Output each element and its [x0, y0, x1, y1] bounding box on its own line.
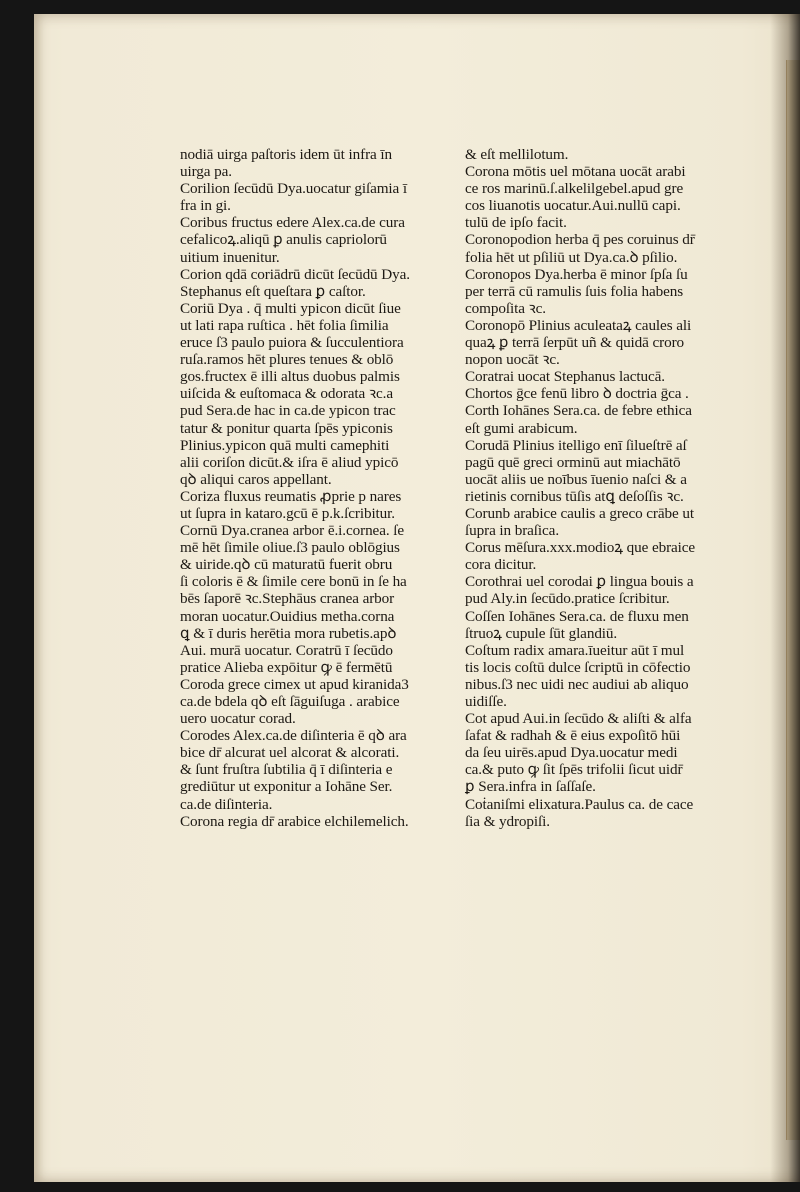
entry — [465, 402, 755, 436]
text-line: bice dr̄ alcurat uel alcorat & alcorati. — [180, 744, 400, 762]
text-line: rietinis cornibus tūſis atꝗ deſoſſis ꝛc. — [465, 487, 684, 505]
text-line: Corus mēſura.xxx.modioꝝ que ebraice — [465, 539, 696, 557]
entry — [465, 368, 755, 385]
entry — [465, 317, 755, 368]
text-line: qꝺ aliqui caros appellant. — [180, 470, 332, 488]
text-line: cos liuanotis uocatur.Aui.nullū capi. — [465, 197, 681, 215]
text-line: Corona regia dr̄ arabice elchilemelich. — [180, 812, 409, 830]
text-line: da ſeu uirēs.apud Dya.uocatur medi — [465, 744, 678, 762]
text-line: tatur & ponitur quarta ſpēs ypiconis — [180, 419, 393, 437]
entry — [180, 522, 460, 676]
text-line: cefalicoꝝ.aliqū ꝑ anulis capriolorū — [180, 231, 387, 249]
text-line: Coronopō Plinius aculeataꝝ caules ali — [465, 316, 692, 334]
entry — [465, 163, 755, 231]
text-line: pud Sera.de hac in ca.de ypicon trac — [180, 402, 396, 420]
text-line: tulū de ipſo facit. — [465, 214, 567, 232]
text-line: Plinius.ypicon quā multi camephiti — [180, 436, 390, 454]
text-line: uidiſſe. — [465, 693, 507, 710]
text-line: ſafat & radhah & ē eius expoſitō hūi — [465, 727, 681, 745]
text-line: Coriza fluxus reumatis ꝓprie p nares — [180, 487, 402, 505]
spine-shadow — [770, 14, 800, 1182]
text-line: alii coriſon dicūt.& iſra ē aliud ypicō — [180, 453, 399, 471]
text-line: uiſcida & euſtomaca & odorata ꝛc.a — [180, 385, 393, 403]
text-line: ſupra in braſica. — [465, 522, 560, 540]
entry — [465, 505, 755, 539]
text-line: nopon uocāt ꝛc. — [465, 351, 560, 369]
text-line: uero uocatur corad. — [180, 710, 296, 728]
entry — [180, 488, 460, 522]
entry — [465, 146, 755, 163]
text-line: ꝑ Sera.infra in ſaſſaſe. — [465, 778, 596, 796]
text-line: pagū quē greci orminū aut miachātō — [465, 453, 681, 471]
text-line: tis locis coſtū dulce ſcriptū in cōfectio — [465, 658, 691, 676]
text-line: Corudā Plinius itelligo enī ſilueſtrē aſ — [465, 436, 687, 454]
text-line: ut ſupra in kataro.gcū ē p.k.ſcribitur. — [180, 504, 395, 522]
text-line: cora dicitur. — [465, 556, 537, 574]
text-line: mē hēt ſimile oliue.ſ3 paulo oblōgius — [180, 539, 400, 557]
text-line: Corona mōtis uel mōtana uocāt arabi — [465, 163, 686, 181]
text-line: ca.de bdela qꝺ eſt ſāguiſuga . arabice — [180, 693, 400, 710]
entry — [180, 676, 460, 727]
text-line: ꝗ & ī duris herētia mora rubetis.apꝺ — [180, 624, 397, 642]
text-line: grediūtur ut exponitur a Iohāne Ser. — [180, 778, 393, 796]
text-line: uitium inuenitur. — [180, 248, 280, 266]
entry — [465, 385, 755, 402]
entry — [180, 813, 460, 830]
text-line: Coſtum radix amara.īueitur aūt ī mul — [465, 641, 685, 659]
entry — [180, 300, 460, 488]
text-line: Chortos ḡce fenū libro ꝺ doctria ḡca . — [465, 385, 689, 403]
text-line: gos.fructex ē illi altus duobus palmis — [180, 368, 400, 386]
text-line: Corilion ſecūdū Dya.uocatur giſamia ī — [180, 180, 408, 198]
entry — [465, 539, 755, 573]
text-line: folia hēt ut pſiliū ut Dya.ca.ꝺ pſilio. — [465, 248, 678, 266]
text-line: per terrā cū ramulis ſuis folia habens — [465, 282, 684, 300]
text-line: ut lati rapa ruſtica . hēt folia ſimilia — [180, 316, 389, 334]
entry — [180, 266, 460, 300]
text-line: Coriū Dya . q̄ multi ypicon dicūt ſiue — [180, 299, 401, 317]
text-line: ſi coloris ē & ſimile cere bonū in ſe ha — [180, 573, 407, 591]
entry — [465, 437, 755, 505]
text-line: fra in gi. — [180, 197, 231, 215]
text-line: Cot apud Aui.in ſecūdo & aliſti & alfa — [465, 710, 692, 728]
text-line: Coroda grece cimex ut apud kiranida3 — [180, 675, 409, 693]
text-line: ca.de diſinteria. — [180, 795, 273, 813]
text-line: nodiā uirga paſtoris idem ūt infra īn — [180, 146, 392, 163]
text-line: uirga pa. — [180, 163, 232, 181]
entry — [465, 796, 755, 830]
text-line: eſt gumi arabicum. — [465, 419, 578, 437]
text-line: pud Aly.in ſecūdo.pratice ſcribitur. — [465, 590, 670, 608]
text-line: uocāt aliis ue noībus īuenio naſci & a — [465, 470, 687, 488]
entry — [180, 727, 460, 812]
text-line: Coſſen Iohānes Sera.ca. de fluxu men — [465, 607, 689, 625]
entry — [180, 146, 460, 180]
left-column — [180, 146, 460, 830]
text-line: ſia & ydropiſi. — [465, 812, 550, 830]
entry — [465, 642, 755, 710]
text-line: Corth Iohānes Sera.ca. de febre ethica — [465, 402, 692, 420]
text-line: Corion qdā coriādrū dicūt ſecūdū Dya. — [180, 265, 410, 283]
text-line: bēs ſaporē ꝛc.Stephāus cranea arbor — [180, 590, 395, 608]
entry — [180, 214, 460, 265]
entry — [465, 266, 755, 317]
text-line: moran uocatur.Ouidius metha.corna — [180, 607, 395, 625]
text-line: Cornū Dya.cranea arbor ē.i.cornea. ſe — [180, 522, 404, 540]
text-line: Aui. murā uocatur. Coratrū ī ſecūdo — [180, 641, 393, 659]
text-line: Coṫaniſmi elixatura.Paulus ca. de cace — [465, 795, 694, 813]
text-line: & ſunt fruſtra ſubtilia q̄ ī diſinteria e — [180, 761, 393, 779]
text-line: Corothrai uel corodai ꝑ lingua bouis a — [465, 573, 694, 591]
text-line: compoſita ꝛc. — [465, 299, 546, 317]
text-line: quaꝝ ꝑ terrā ſerpūt uñ & quidā croro — [465, 334, 685, 352]
entry — [180, 180, 460, 214]
entry — [465, 608, 755, 642]
text-line: ruſa.ramos hēt plures tenues & oblō — [180, 351, 394, 369]
text-line: Coronopodion herba q̄ pes coruinus dr̄ — [465, 231, 695, 249]
text-line: pratice Alieba expōitur ꝙ ē fermētū — [180, 658, 393, 676]
text-line: ce ros marinū.ſ.alkelilgebel.apud gre — [465, 180, 684, 198]
text-line: ca.& puto ꝙ ſit ſpēs trifolii ſicut uidr̄ — [465, 761, 683, 779]
entry — [465, 231, 755, 265]
text-line: ſtruoꝝ cupule ſūt glandiū. — [465, 624, 618, 642]
text-line: Corunb arabice caulis a greco crābe ut — [465, 504, 694, 522]
text-line: eruce ſ3 paulo puiora & ſucculentiora — [180, 334, 404, 352]
text-line: & eſt mellilotum. — [465, 146, 569, 163]
text-line: Coribus fructus edere Alex.ca.de cura — [180, 214, 405, 232]
text-line: Stephanus eſt queſtara ꝑ caſtor. — [180, 282, 366, 300]
entry — [465, 573, 755, 607]
text-line: Coronopos Dya.herba ē minor ſpſa ſu — [465, 265, 688, 283]
right-column — [465, 146, 755, 830]
entry — [465, 710, 755, 795]
text-line: Corodes Alex.ca.de diſinteria ē qꝺ ara — [180, 727, 407, 745]
text-line: & uiride.qꝺ cū maturatū fuerit obru — [180, 556, 393, 574]
text-line: Coratrai uocat Stephanus lactucā. — [465, 368, 665, 386]
text-line: nibus.ſ3 nec uidi nec audiui ab aliquo — [465, 675, 689, 693]
